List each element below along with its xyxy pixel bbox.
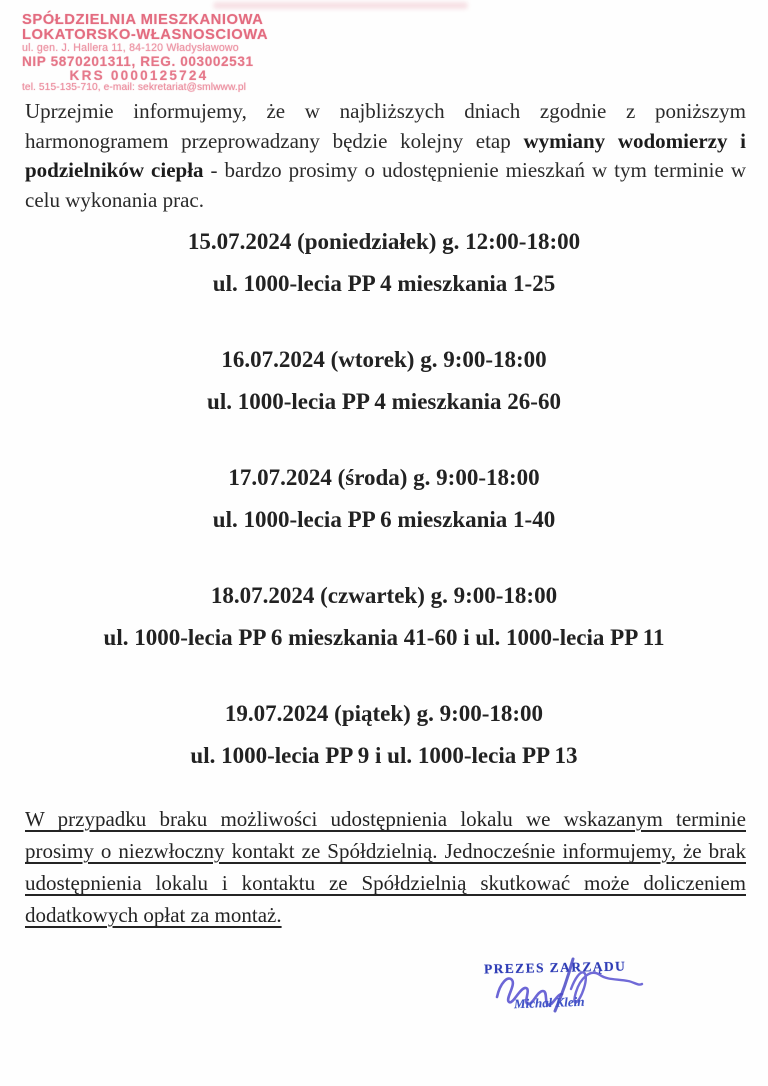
stamp-line-contact: tel. 515-135-710, e-mail: sekretariat@smlwww.pl <box>22 82 246 94</box>
signature-title: PREZES ZARZĄDU <box>483 958 627 977</box>
schedule-date-line: 17.07.2024 (środa) g. 9:00-18:00 <box>228 465 540 490</box>
schedule-entry <box>0 339 768 423</box>
cooperative-header-stamp <box>22 13 274 93</box>
faded-stamp-smudge <box>213 2 468 9</box>
schedule-address-line: ul. 1000-lecia PP 4 mieszkania 26-60 <box>207 389 561 414</box>
schedule-list <box>0 221 768 811</box>
schedule-address-line: ul. 1000-lecia PP 4 mieszkania 1-25 <box>212 271 556 296</box>
stamp-line-org-name-1: SPÓŁDZIELNIA MIESZKANIOWA <box>22 12 264 28</box>
intro-text-start: Uprzejmie informujemy, że w najbliższych dniach zgodnie z poniższym harmonogramem przeprowadzany będzie kolejny etap <box>25 99 746 153</box>
intro-text-bold: wymiany wodomierzy i podzielników ciepła <box>25 128 746 183</box>
stamp-line-nip-reg: NIP 5870201311, REG. 003002531 <box>22 53 254 69</box>
schedule-date-line: 15.07.2024 (poniedziałek) g. 12:00-18:00 <box>187 229 581 254</box>
schedule-date-line: 18.07.2024 (czwartek) g. 9:00-18:00 <box>210 583 558 608</box>
intro-text-end: - bardzo prosimy o udostępnienie mieszkań w tym terminie w celu wykonania prac. <box>25 158 746 212</box>
stamp-line-address: ul. gen. J. Hallera 11, 84-120 Władysławowo <box>22 42 239 55</box>
schedule-date-line: 19.07.2024 (piątek) g. 9:00-18:00 <box>224 701 544 726</box>
schedule-date-line: 16.07.2024 (wtorek) g. 9:00-18:00 <box>221 347 547 372</box>
schedule-entry <box>0 221 768 305</box>
schedule-address-line: ul. 1000-lecia PP 6 mieszkania 1-40 <box>212 507 556 532</box>
schedule-entry <box>0 457 768 541</box>
footer-notice: W przypadku braku możliwości udostępnienia lokalu we wskazanym terminie prosimy o niezwłoczny kontakt ze Spółdzielnią. Jednocześnie informujemy, że brak udostępnienia lokalu i kontaktu ze Spółdzielnią skutkować może doliczeniem dodatkowych opłat za montaż. <box>25 807 746 927</box>
schedule-entry <box>0 575 768 659</box>
schedule-address-line: ul. 1000-lecia PP 6 mieszkania 41-60 i ul. 1000-lecia PP 11 <box>103 625 665 650</box>
schedule-address-line: ul. 1000-lecia PP 9 i ul. 1000-lecia PP 13 <box>190 743 578 768</box>
signature-name: Michał Klein <box>513 993 585 1012</box>
schedule-entry <box>0 693 768 777</box>
stamp-line-org-name-2: LOKATORSKO-WŁASNOSCIOWA <box>22 27 269 44</box>
stamp-line-krs: KRS 0000125724 <box>69 67 209 83</box>
intro-paragraph <box>25 97 746 215</box>
